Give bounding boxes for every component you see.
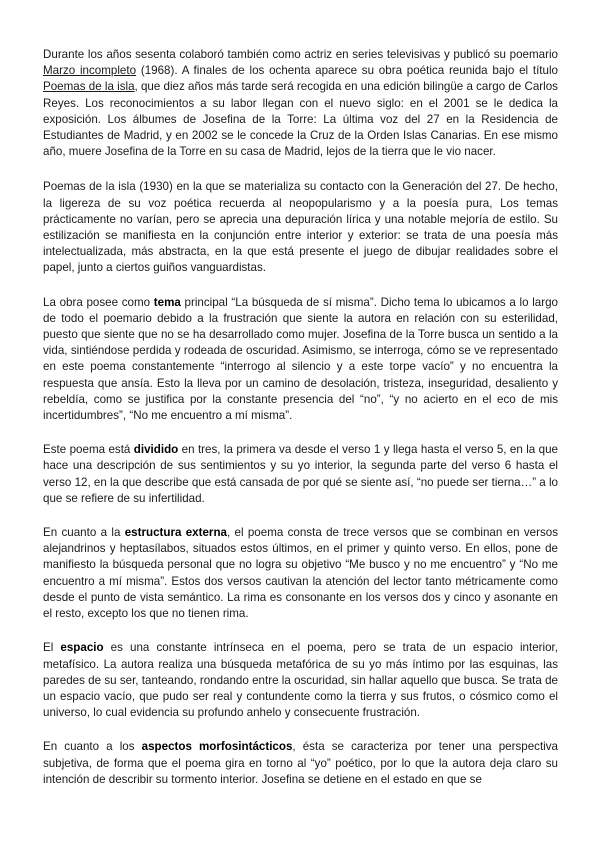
bold-term-espacio: espacio xyxy=(60,641,104,655)
paragraph-dividido xyxy=(43,442,558,507)
bold-term-tema: tema xyxy=(153,295,181,309)
link-poemas-de-la-isla[interactable]: Poemas de la isla xyxy=(43,80,135,94)
text: La obra posee como xyxy=(43,295,154,309)
paragraph-espacio xyxy=(43,640,558,721)
text: en tres, la primera va desde el verso 1 y llega hasta el verso 5, en la que hace una descripción de sus sentimientos y su yo interior, la segunda parte del verso 6 hasta el verso 12, en la que describe que está cansada de por qué se siente así, “no puede ser tierna…” a lo que se refiere de su infertilidad. xyxy=(43,443,558,505)
paragraph-tema xyxy=(43,295,558,425)
text: , ésta se caracteriza por tener una perspectiva subjetiva, de forma que el poema gira en torno al “yo” poético, por lo que la autora deja claro su intención de describir su tormento interior. Josefina se detiene en el estado en que se xyxy=(43,740,558,786)
text: , que diez años más tarde será recogida en una edición bilingüe a cargo de Carlos Reyes. Los reconocimientos a su labor llegan con el nuevo siglo: en el 2001 se le dedica la exposición. Los álbumes de Josefina de la Torre: La última voz del 27 en la Residencia de Estudiantes de Madrid, y en 2002 se le concede la Cruz de la Orden Islas Canarias. En ese mismo año, muere Josefina de la Torre en su casa de Madrid, lejos de la tierra que le vio nacer. xyxy=(43,80,558,159)
text: Durante los años sesenta colaboró también como actriz en series televisivas y publicó su poemario xyxy=(43,48,558,61)
text: (1968). A finales de los ochenta aparece su obra poética reunida bajo el título xyxy=(136,64,559,78)
text: El xyxy=(43,641,61,655)
paragraph-poemas-de-la-isla xyxy=(43,179,558,276)
bold-term-dividido: dividido xyxy=(133,443,179,457)
text: En cuanto a los xyxy=(43,740,142,754)
text: Poemas de la isla (1930) en la que se materializa su contacto con la Generación del 27. De hecho, la ligereza de su voz poética recuerda al neopopularismo y a la poesía pura, Los temas prácticamente no varían, pero se aprecia una depuración lírica y una notable mejoría de estilo. Su estilización se manifiesta en la conjunción entre interior y exterior: se trata de una poesía más intelectualizada, más abstracta, en la que está presente el juego de dibujar realidades sobre el papel, junto a ciertos guiños vanguardistas. xyxy=(43,180,558,275)
text: Este poema está xyxy=(43,443,134,457)
paragraph-estructura-externa xyxy=(43,525,558,622)
text: principal “La búsqueda de sí misma”. Dicho tema lo ubicamos a lo largo de todo el poemario debido a la frustración que siente la autora en relación con su esterilidad, puesto que siente que no se ha desarrollado como mujer. Josefina de la Torre busca un sentido a la vida, sintiéndose perdida y rodeada de oscuridad. Asimismo, se interroga, cómo se ve representado en este poema constantemente “interrogo al silencio y a este torpe vacío” y no encuentra la respuesta que ansía. Esto la lleva por un camino de desolación, tristeza, inseguridad, desaliento y rebeldía, como se justifica por la constante presencia del “no”, “y no acierto en el eco de mis incertidumbres”, “No me encuentro a mí misma”. xyxy=(43,295,558,423)
document-page xyxy=(43,47,558,806)
bold-term-estructura-externa: estructura externa xyxy=(124,526,227,540)
paragraph-aspectos-morfosintacticos xyxy=(43,739,558,788)
link-marzo-incompleto[interactable]: Marzo incompleto xyxy=(43,64,137,78)
text: En cuanto a la xyxy=(43,526,125,540)
bold-term-aspectos-morfosintacticos: aspectos morfosintácticos xyxy=(141,740,293,754)
paragraph-biography xyxy=(43,47,558,160)
text: , el poema consta de trece versos que se combinan en versos alejandrinos y heptasílabos, situados estos últimos, en el primer y quinto verso. En ellos, pone de manifiesto la búsqueda personal que no logra su objetivo “Me busco y no me encuentro” y “No me encuentro a mí misma”. Estos dos versos cautivan la atención del lector tanto métricamente como desde el punto de vista semántico. La rima es consonante en los versos dos y cinco y asonante en el resto, excepto los que no tienen rima. xyxy=(43,526,558,621)
text: es una constante intrínseca en el poema, pero se trata de un espacio interior, metafísico. La autora realiza una búsqueda metafórica de su yo más íntimo por las esquinas, las paredes de su ser, tanteando, rondando entre la oscuridad, sin hallar aquello que busca. Se trata de un espacio vacío, que pudo ser real y contundente como la tierra y sus frutos, o cósmico como el universo, lo cual evidencia su profundo anhelo y consecuente frustración. xyxy=(43,641,559,720)
